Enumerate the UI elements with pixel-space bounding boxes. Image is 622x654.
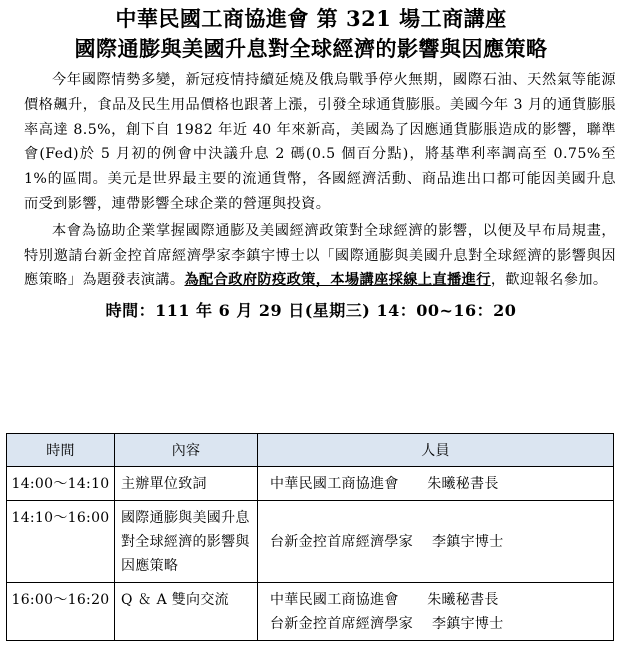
document-subtitle: 國際通膨與美國升息對全球經濟的影響與因應策略 bbox=[74, 36, 548, 61]
person-line: 中華民國工商協進會 朱曦秘書長 bbox=[270, 476, 499, 492]
agenda-time: 14:00～14:10 bbox=[7, 467, 115, 501]
purpose-text: 本會為協助企業掌握國際通膨及美國經濟政策對全球經濟的影響，以便及早布局規畫，特別邀請台新金控首席經濟學家李鎮宇博士以「國際通膨與美國升息對全球經濟的影響與因應策略」為題發表演講。 bbox=[24, 222, 616, 289]
agenda-content: Q ＆ A 雙向交流 bbox=[115, 583, 258, 641]
agenda-content: 國際通膨與美國升息對全球經濟的影響與因應策略 bbox=[115, 501, 258, 583]
person-line: 台新金控首席經濟學家 李鎮宇博士 bbox=[270, 616, 504, 632]
header-content: 內容 bbox=[115, 434, 258, 467]
agenda-content: 主辦單位致詞 bbox=[115, 467, 258, 501]
agenda-person bbox=[258, 583, 614, 641]
event-time: 時間：111 年 6 月 29 日(星期三) 14：00~16：20 bbox=[105, 301, 517, 321]
agenda-table bbox=[6, 433, 614, 641]
agenda-header-row bbox=[7, 434, 614, 467]
header-person: 人員 bbox=[258, 434, 614, 467]
document-title: 中華民國工商協進會 第 321 場工商講座 bbox=[115, 6, 507, 31]
agenda-person bbox=[258, 501, 614, 583]
purpose-paragraph bbox=[24, 219, 616, 293]
agenda-person bbox=[258, 467, 614, 501]
person-line: 中華民國工商協進會 朱曦秘書長 bbox=[270, 592, 499, 608]
agenda-row bbox=[7, 501, 614, 583]
intro-paragraph: 今年國際情勢多變，新冠疫情持續延燒及俄烏戰爭停火無期，國際石油、天然氣等能源價格飆升，食品及民生用品價格也跟著上漲，引發全球通貨膨脹。美國今年 3 月的通貨膨脹率高達 8.5%，創下自 1982 年近 40 年來新高，美國為了因應通貨膨脹造成的影響，聯準會(Fed)於 5 月初的例會中決議升息 2 碼(0.5 個百分點)，將基準利率調高至 0.75%至 1%的區間。美元是世界最主要的流通貨幣，各國經濟活動、商品進出口都可能因美國升息而受到影響，連帶影響全球企業的營運與投資。 bbox=[24, 72, 616, 212]
person-line: 台新金控首席經濟學家 李鎮宇博士 bbox=[270, 534, 504, 550]
livestream-notice: 為配合政府防疫政策，本場講座採線上直播進行 bbox=[184, 272, 491, 289]
header-time: 時間 bbox=[7, 434, 115, 467]
agenda-row bbox=[7, 467, 614, 501]
agenda-row bbox=[7, 583, 614, 641]
agenda-time: 14:10～16:00 bbox=[7, 501, 115, 583]
agenda-time: 16:00～16:20 bbox=[7, 583, 115, 641]
purpose-tail: ，歡迎報名參加。 bbox=[490, 272, 608, 289]
